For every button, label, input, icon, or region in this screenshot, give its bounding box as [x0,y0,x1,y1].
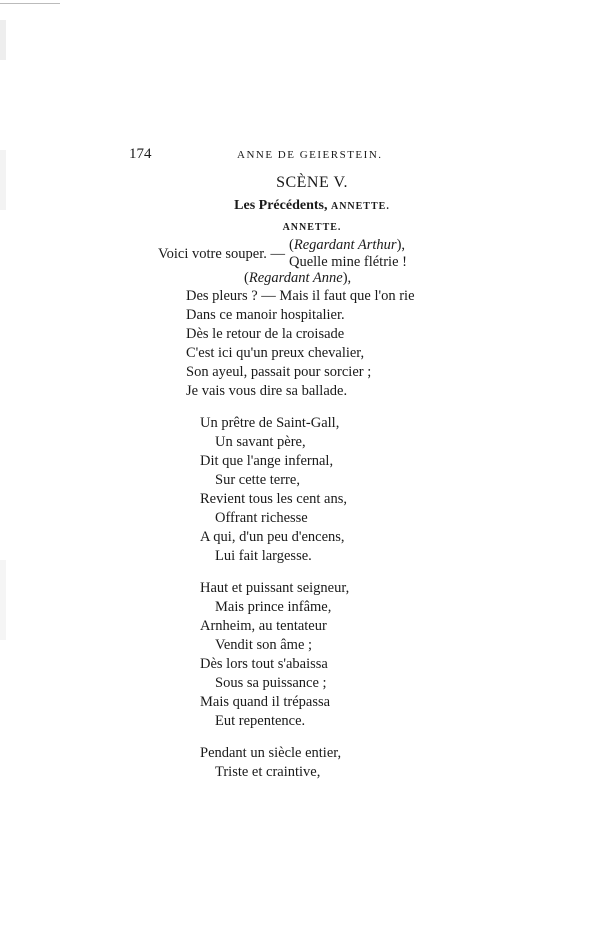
verse-line: Je vais vous dire sa ballade. [186,383,348,399]
verse-line: Mais prince infâme, [215,599,332,615]
verse-line: Arnheim, au tentateur [200,618,327,634]
verse-line: Eut repentence. [215,713,306,729]
page-number: 174 [129,146,152,162]
scan-edge-mark [0,560,6,640]
speaker-name: ANNETTE. [282,222,342,233]
stage-direction-1: (Regardant Arthur), [289,237,406,253]
characters-prefix: Les Précédents, [234,198,331,213]
verse-line: Sur cette terre, [215,472,300,488]
opening-line-2: Quelle mine flétrie ! [289,254,407,270]
verse-line: Lui fait largesse. [215,548,312,564]
verse-line: Haut et puissant seigneur, [200,580,350,596]
verse-line: Dès le retour de la croisade [186,326,345,342]
verse-line: A qui, d'un peu d'encens, [200,529,345,545]
verse-line: Revient tous les cent ans, [200,491,347,507]
verse-line: Mais quand il trépassa [200,694,331,710]
scene-title: SCÈNE V. [276,174,348,191]
scan-edge-rule [0,3,60,4]
opening-line-1: Voici votre souper. — [158,246,285,262]
verse-line: Dit que l'ange infernal, [200,453,334,469]
verse-line: Dès lors tout s'abaissa [200,656,328,672]
verse-line: Des pleurs ? — Mais il faut que l'on rie [186,288,415,304]
verse-line: Un savant père, [215,434,306,450]
verse-line: Son ayeul, passait pour sorcier ; [186,364,372,380]
verse-line: Pendant un siècle entier, [200,745,342,761]
verse-line: Sous sa puissance ; [215,675,327,691]
scan-edge-mark [0,20,6,60]
verse-line: Un prêtre de Saint-Gall, [200,415,340,431]
verse-line: Triste et craintive, [215,764,321,780]
verse-line: Vendit son âme ; [215,637,313,653]
characters-name: ANNETTE. [330,201,390,212]
verse-line: C'est ici qu'un preux chevalier, [186,345,365,361]
verse-line: Offrant richesse [215,510,308,526]
stage-direction-2: (Regardant Anne), [244,270,352,286]
scene-characters [0,198,600,214]
running-title: ANNE DE GEIERSTEIN. [237,149,383,161]
verse-line: Dans ce manoir hospitalier. [186,307,345,323]
